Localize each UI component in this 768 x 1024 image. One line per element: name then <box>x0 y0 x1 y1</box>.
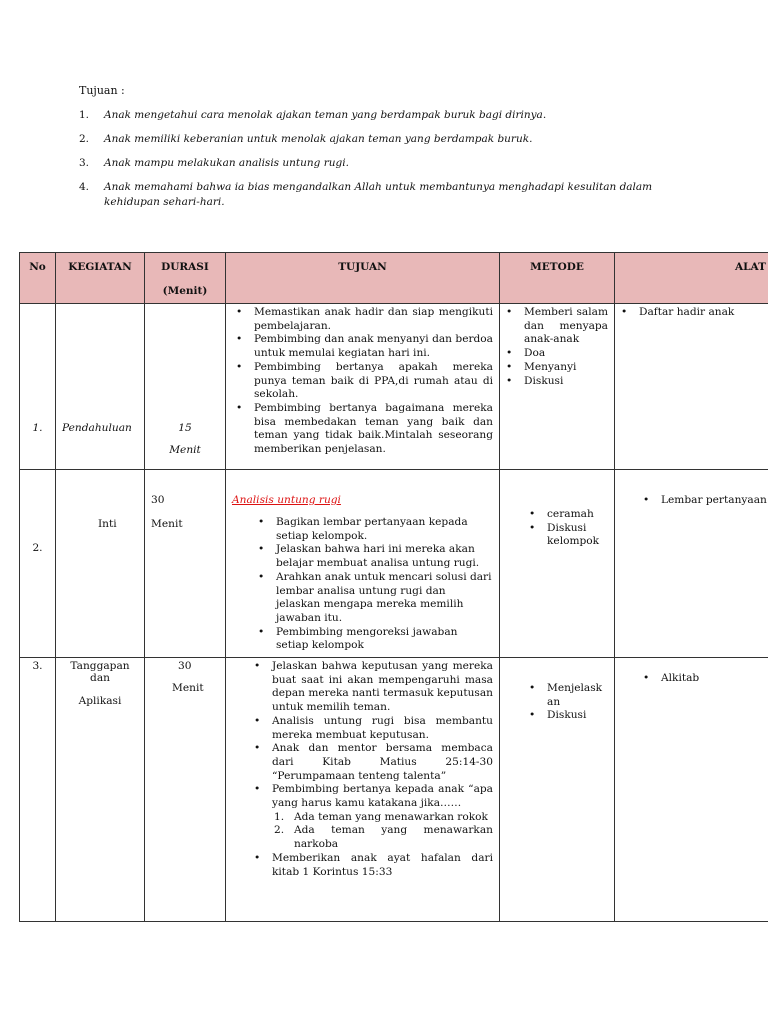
goal-item: 3. Anak mampu melakukan analisis untung rugi. <box>79 157 349 169</box>
list-item: • Memberi salam dan menyapa anak-anak <box>500 306 608 347</box>
list-item: • Daftar hadir anak <box>615 306 768 320</box>
list-item: • Alkitab <box>637 672 768 686</box>
list-item: • Pembimbing bertanya apakah mereka punya teman baik di PPA,di rumah atau di sekolah. <box>230 361 493 402</box>
tujuan-list <box>230 306 493 457</box>
header-kegiatan: KEGIATAN <box>56 253 145 304</box>
list-item: • Bagikan lembar pertanyaan kepada setiap kelompok. <box>252 516 493 543</box>
row-number: 1. <box>20 304 56 470</box>
header-durasi: DURASI (Menit) <box>145 253 226 304</box>
goals-list <box>79 108 699 219</box>
list-item: • Menjelaskan <box>523 682 608 709</box>
list-item: 2. Ada teman yang menawarkan narkoba <box>274 824 493 851</box>
list-item: • Pembimbing bertanya kepada anak “apa yang harus kamu katakana jika…… <box>248 783 493 810</box>
list-item: • Menyanyi <box>500 361 608 375</box>
list-item: • Jelaskan bahwa hari ini mereka akan belajar membuat analisa untung rugi. <box>252 543 493 570</box>
metode-list <box>523 508 608 549</box>
list-item: • Anak dan mentor bersama membaca dari Kitab Matius 25:14-30 “Perumpamaan tenteng talenta” <box>248 742 493 783</box>
tujuan-list-2 <box>248 852 493 879</box>
metode-list <box>500 306 608 388</box>
tujuan-cell <box>226 658 500 922</box>
tujuan-list <box>248 660 493 811</box>
metode-cell <box>500 470 615 658</box>
list-item: • Analisis untung rugi bisa membantu mereka membuat keputusan. <box>248 715 493 742</box>
header-alat: ALAT <box>615 253 768 304</box>
durasi-cell: 30 Menit <box>145 470 226 658</box>
metode-cell <box>500 304 615 470</box>
list-item: • Jelaskan bahwa keputusan yang mereka buat saat ini akan mempengaruhi masa depan mereka nanti termasuk keputusan untuk memilih teman. <box>248 660 493 715</box>
alat-cell <box>615 304 768 470</box>
activity-table <box>19 252 768 922</box>
list-item: • ceramah <box>523 508 608 522</box>
tujuan-list <box>232 516 493 653</box>
tujuan-heading: Analisis untung rugi <box>232 494 341 506</box>
list-item: • Doa <box>500 347 608 361</box>
table-row <box>20 304 768 470</box>
list-item: • Memberikan anak ayat hafalan dari kitab 1 Korintus 15:33 <box>248 852 493 879</box>
intro-label: Tujuan : <box>79 84 125 97</box>
kegiatan-cell: Tanggapan dan Aplikasi <box>56 658 145 922</box>
tujuan-cell <box>226 470 500 658</box>
table-row <box>20 658 768 922</box>
list-item: • Diskusi <box>500 375 608 389</box>
list-item: 1. Ada teman yang menawarkan rokok <box>274 810 488 823</box>
row-number: 2. <box>20 470 56 658</box>
header-tujuan: TUJUAN <box>226 253 500 304</box>
list-item: • Lembar pertanyaan <box>637 494 768 508</box>
metode-cell <box>500 658 615 922</box>
header-metode: METODE <box>500 253 615 304</box>
kegiatan-cell: Inti <box>56 470 145 658</box>
alat-cell <box>615 658 768 922</box>
list-item: • Diskusi <box>523 709 608 723</box>
header-no: No <box>20 253 56 304</box>
row-number: 3. <box>20 658 56 922</box>
goal-item: 1. Anak mengetahui cara menolak ajakan teman yang berdampak buruk bagi dirinya. <box>79 109 547 121</box>
list-item: • Pembimbing dan anak menyanyi dan berdoa untuk memulai kegiatan hari ini. <box>230 333 493 360</box>
alat-list <box>637 494 768 508</box>
list-item: • Diskusi kelompok <box>523 522 608 549</box>
table-row <box>20 470 768 658</box>
sub-list <box>248 811 493 852</box>
list-item: • Pembimbing mengoreksi jawaban setiap kelompok <box>252 626 493 653</box>
list-item: • Memastikan anak hadir dan siap mengikuti pembelajaran. <box>230 306 493 333</box>
durasi-cell: 30 Menit <box>145 658 226 922</box>
alat-list <box>615 306 768 320</box>
tujuan-cell <box>226 304 500 470</box>
goal-item: 2. Anak memiliki keberanian untuk menolak ajakan teman yang berdampak buruk. <box>79 133 533 145</box>
alat-cell <box>615 470 768 658</box>
list-item: • Pembimbing bertanya bagaimana mereka bisa membedakan teman yang baik dan teman yang tidak baik.Mintalah seseorang memberikan penjelasan. <box>230 402 493 457</box>
goal-item: 4. Anak memahami bahwa ia bias mengandalkan Allah untuk membantunya menghadapi kesulitan dalam kehidupan sehari-hari. <box>79 181 653 208</box>
table-header-row <box>20 253 768 304</box>
durasi-cell: 15 Menit <box>145 304 226 470</box>
list-item: • Arahkan anak untuk mencari solusi dari lembar analisa untung rugi dan jelaskan mengapa mereka memilih jawaban itu. <box>252 571 493 626</box>
alat-list <box>637 672 768 686</box>
metode-list <box>523 682 608 723</box>
kegiatan-cell: Pendahuluan <box>56 304 145 470</box>
